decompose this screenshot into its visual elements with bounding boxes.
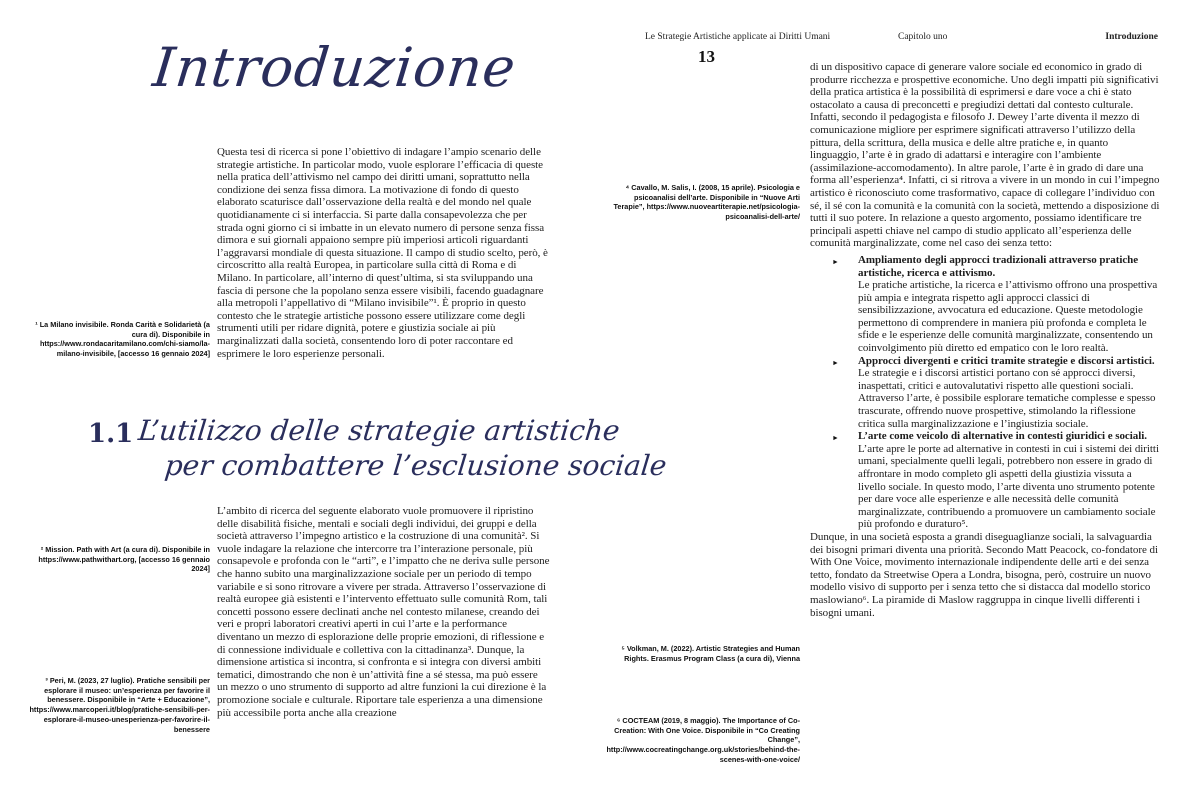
triangle-bullet-icon: ► xyxy=(832,257,839,266)
footnote-2: ² Mission. Path with Art (a cura di). Disponibile in https://www.pathwithart.org, [accesso 16 gennaio 2024] xyxy=(38,545,210,574)
triangle-bullet-icon: ► xyxy=(832,358,839,367)
bullet-title: Approcci divergenti e critici tramite strategie e discorsi artistici. xyxy=(858,354,1155,367)
key-aspects-list xyxy=(810,254,1160,531)
running-header-section: Introduzione xyxy=(1105,32,1158,42)
list-item xyxy=(810,430,1160,531)
footnote-6: ⁶ COCTEAM (2019, 8 maggio). The Importance of Co-Creation: With One Voice. Disponibile in “Co Creating Change”, http://www.cocreatingchange.org.uk/stories/behind-the-scenes-with-one-voice/ xyxy=(606,716,800,764)
bullet-body: Le strategie e i discorsi artistici portano con sé approcci diversi, inaspettati, critici e autovalutativi rispetto alle questioni sociali. Attraverso l’arte, è possibile esplorare tematiche complesse e spesso trascurate, offrendo nuove prospettive, stimolando la riflessione critica sulla marginalizzazione e l’ingiustizia sociale. xyxy=(858,367,1156,430)
bullet-body: L’arte apre le porte ad alternative in contesti in cui i sistemi dei diritti umani, specialmente quelli legali, potrebbero non essere in grado di affrontare in modo completo gli aspetti della giustizia vissuta a livello sociale. In questo modo, l’arte diventa uno strumento potente per dare voce alle esperienze e alle necessità delle comunità marginalizzate, contribuendo a promuovere un cambiamento sociale più profondo e duraturo⁵. xyxy=(858,442,1159,531)
page-number: 13 xyxy=(698,47,715,66)
footnote-3: ³ Peri, M. (2023, 27 luglio). Pratiche sensibili per esplorare il museo: un’esperienza per favorire il benessere. Disponibile in “Arte + Educazione”, https://www.marcoperi.it/blog/pratiche-sensibili-per-esplorare-il-museo-unesperienza-per-favorire-il-benessere xyxy=(29,676,210,734)
list-item xyxy=(810,254,1160,355)
section-title-line2: per combattere l’esclusione sociale xyxy=(163,449,669,482)
footnote-4: ⁴ Cavallo, M. Salis, I. (2008, 15 aprile). Psicologia e psicoanalisi dell’arte. Disponibile in “Nuove Arti Terapie”, https://www.nuoveartiterapie.net/psicologia-psicoanalisi-dell-arte/ xyxy=(613,183,800,222)
section-number: 1.1 xyxy=(88,419,134,449)
intro-paragraph-2: L’ambito di ricerca del seguente elaborato vuole promuovere il ripristino delle disabilità fisiche, mentali e sociali degli individui, dei gruppi e della società attraverso l’impegno artistico e la costruzione di una comunità². Si vuole indagare la relazione che intercorre tra l’interazione personale, più consapevole e profonda con le “arti”, e l’impatto che ne deriva sulle persone che hanno subito una marginalizzazione sociale per un periodo di tempo variabile e si sono ritrovare a vivere per strada. Attraverso l’osservazione di realtà europee già esistenti e l’intervento effettuato sulle comunità Rom, tali concetti possono essere declinati anche nel contesto milanese, creando dei veri e propri laboratori creativi aperti in cui l’arte e la performance diventano un mezzo di esplorazione delle proprie emozioni, di riflessione e di connessione individuale e collettiva con la cittadinanza³. Dunque, la dimensione artistica si incontra, si confronta e si integra con diversi ambiti tematici, dimostrando che non è un’attività fine a sé stessa, ma può essere un mezzo o uno strumento di supporto ad altre funzioni la cui direzione è la promozione sociale e culturale. Riportare tale esperienza a una dimensione più accessibile porta anche alla creazione xyxy=(217,505,550,719)
chapter-title: Introduzione xyxy=(150,36,520,99)
bullet-title: L’arte come veicolo di alternative in contesti giuridici e sociali. xyxy=(858,430,1147,443)
running-header-chapter: Capitolo uno xyxy=(898,32,948,42)
right-paragraph-1: di un dispositivo capace di generare valore sociale ed economico in grado di produrre ricchezza e prospettive economiche. Uno degli impatti più significativi della pratica artistica è la possibilità di esprimersi e dare voce a chi è stato ostacolato a causa di preconcetti e pregiudizi dettati dal contesto culturale. Infatti, secondo il pedagogista e filosofo J. Dewey l’arte diventa il mezzo di comunicazione migliore per esprimere significati attraverso l’utilizzo della pittura, della scrittura, della musica e delle altre pratiche e, in quanto linguaggio, l’arte è in grado di adattarsi e interagire con l’ambiente (assimilazione-accomodamento). In altre parole, l’arte è in grado di dare una forma all’esperienza⁴. Infatti, ci si ritrova a vivere in un mondo in cui l’impegno artistico è riconosciuto come trasformativo, capace di collegare l’individuo con sé, il sé con la comunità e la comunità con la società, mettendo a disposizione di tutti il suo potere. In relazione a questo argomento, possiamo identificare tre principali aspetti chiave nel campo di studio applicato all’esperienza delle comunità marginalizzate, come nel caso dei senza tetto: xyxy=(810,61,1160,250)
section-title xyxy=(133,413,672,483)
right-column xyxy=(810,61,1160,619)
right-paragraph-2: Dunque, in una società esposta a grandi diseguaglianze sociali, la salvaguardia dei bisogni primari diventa una priorità. Secondo Matt Peacock, co-fondatore di With One Voice, movimento internazionale indipendente delle arti e dei senza tetto, fondato da Streetwise Opera a Londra, bisogna, però, costruire un nuovo modello visivo di supporto per i senza tetto che si distacca dal modello storico maslowiano⁶. La piramide di Maslow raggruppa in cinque livelli differenti i bisogni umani. xyxy=(810,530,1158,619)
bullet-title: Ampliamento degli approcci tradizionali attraverso pratiche artistiche, ricerca e attivismo. xyxy=(858,253,1139,279)
list-item xyxy=(810,355,1160,431)
section-title-line1: L’utilizzo delle strategie artistiche xyxy=(136,414,622,447)
bullet-body: Le pratiche artistiche, la ricerca e l’attivismo offrono una prospettiva più ampia e integrata rispetto agli approcci classici di sensibilizzazione, avvocatura ed educazione. Queste metodologie permettono di comprendere in maniera più profonda e completa le sfide e le esperienze delle comunità marginalizzate, consentendo un coinvolgimento più diretto ed empatico con le loro realtà. xyxy=(858,279,1158,355)
running-header-book-title: Le Strategie Artistiche applicate ai Diritti Umani xyxy=(645,32,831,42)
intro-paragraph-1: Questa tesi di ricerca si pone l’obiettivo di indagare l’ampio scenario delle strategie artistiche. In particolar modo, vuole esplorare l’efficacia di queste nella pratica dell’attivismo nel campo dei diritti umani, soprattutto nella condizione dei senza fissa dimora. La motivazione di fondo di questo elaborato scaturisce dall’osservazione della realtà e del mondo nel quale quotidianamente ci si interfaccia. Si parte dalla consapevolezza che per strada ogni giorno ci si imbatte in un elevato numero di persone senza fissa dimora e sui giornali appaiono sempre più imperiosi articoli riguardanti l’aggravarsi mondiale di questa situazione. Il campo di studio scelto, però, è circoscritto alla realtà Europea, in particolare sulla città di Roma e di Milano. In particolare, all’interno di quest’ultima, si sta sviluppando una fascia di persone che la popolano senza essere visibili, facendo guadagnare alla metropoli l’appellativo di “Milano invisibile”¹. È proprio in questo contesto che le strategie artistiche possono essere utilizzare come degli strumenti utili per ridare dignità, potere e giustizia sociale ai più marginalizzati dalla società, consentendo loro di poter raccontare ed esprimere le loro esperienze personali. xyxy=(217,146,548,360)
triangle-bullet-icon: ► xyxy=(832,434,839,443)
footnote-1: ¹ La Milano invisibile. Ronda Carità e Solidarietà (a cura di). Disponibile in https://www.rondacaritamilano.com/chi-siamo/la-milano-invisibile, [accesso 16 gennaio 2024] xyxy=(35,320,210,359)
footnote-5: ⁵ Volkman, M. (2022). Artistic Strategies and Human Rights. Erasmus Program Class (a cura di), Vienna xyxy=(621,644,800,663)
